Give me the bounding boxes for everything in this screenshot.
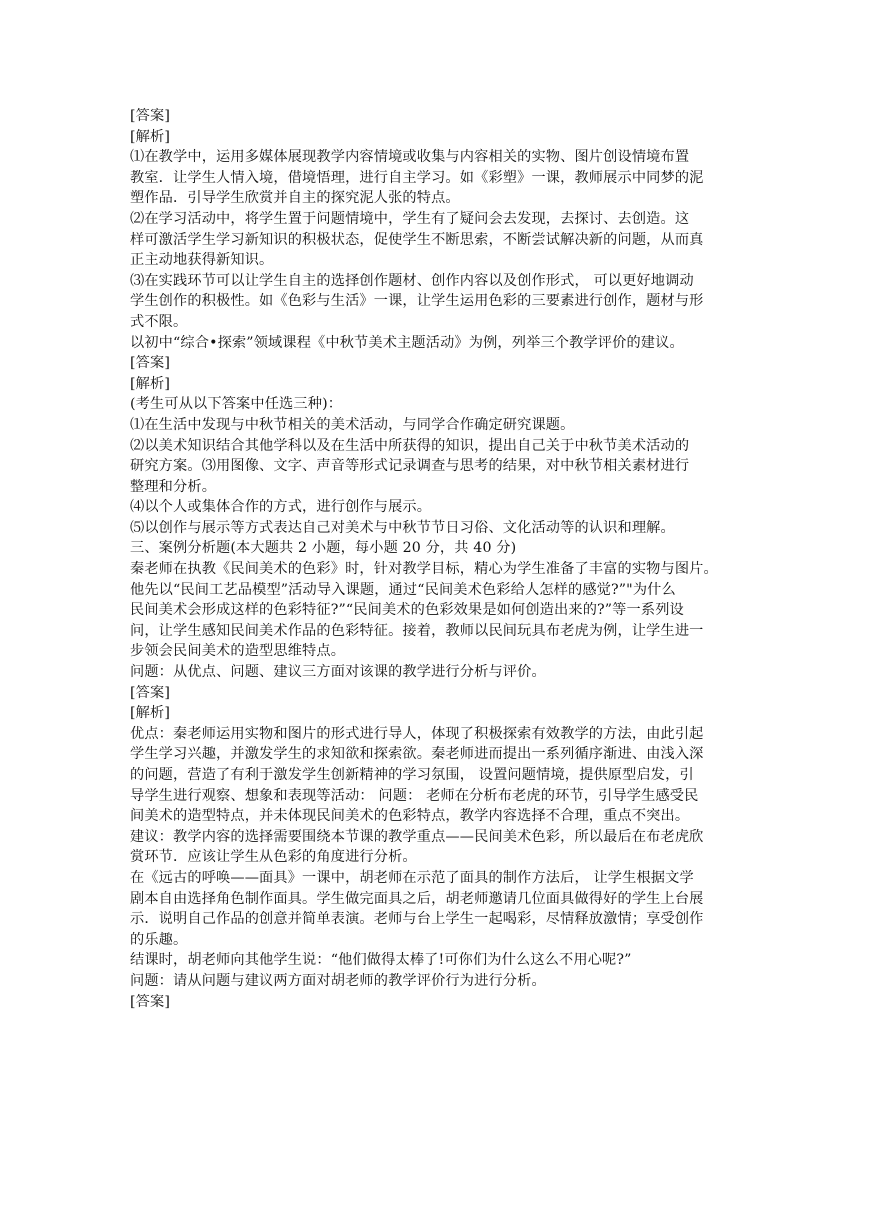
text-line: 建议：教学内容的选择需要围绕本节课的教学重点——民间美术色彩，所以最后在布老虎欣 [130,828,704,845]
text-line: 教室．让学生人情入境，借境悟理，进行自主学习。如《彩塑》一课，教师展示中同梦的泥 [130,169,704,186]
text-line: 赏环节．应该让学生从色彩的角度进行分析。 [130,849,417,866]
answer-heading: [答案] [130,993,171,1010]
text-line: 民间美术会形成这样的色彩特征?”“民间美术的色彩效果是如何创造出来的?”等一系列设 [130,602,684,619]
text-line: 间美术的造型特点，并未体现民间美术的色彩特点，教学内容选择不合理，重点不突出。 [130,808,690,825]
section-heading: 三、案例分析题(本大题共 2 小题，每小题 20 分，共 40 分) [130,540,517,557]
text-line: (考生可从以下答案中任选三种)： [130,396,343,413]
analysis-heading: [解析] [130,375,171,392]
text-line: 秦老师在执教《民间美术的色彩》时，针对教学目标，精心为学生准备了丰富的实物与图片。 [130,561,718,578]
text-line: 研究方案。⑶用图像、文字、声音等形式记录调查与思考的结果，对中秋节相关素材进行 [130,458,690,475]
text-line: 的乐趣。 [130,931,188,948]
text-line: 结课时，胡老师向其他学生说：“他们做得太棒了!可你们为什么这么不用心呢?” [130,952,632,969]
text-line: ⑸以创作与展示等方式表达自己对美术与中秋节节日习俗、文化活动等的认识和理解。 [130,519,675,536]
question-line: 问题：请从问题与建议两方面对胡老师的教学评价行为进行分析。 [130,972,546,989]
text-line: 正主动地获得新知识。 [130,252,274,269]
text-line: 示．说明自己作品的创意并简单表演。老师与台上学生一起喝彩，尽情释放激情；享受创作 [130,911,704,928]
text-line: ⑶在实践环节可以让学生自主的选择创作题材、创作内容以及创作形式， 可以更好地调动 [130,272,694,289]
answer-heading: [答案] [130,684,171,701]
text-line: 的问题，营造了有利于激发学生创新精神的学习氛围， 设置问题情境，提供原型启发，引 [130,767,694,783]
text-line: 式不限。 [130,313,188,330]
analysis-heading: [解析] [130,128,171,145]
document-page [130,106,747,1012]
text-line: 问，让学生感知民间美术作品的色彩特征。接着，教师以民间玩具布老虎为例，让学生进一 [130,622,704,639]
answer-heading: [答案] [130,355,171,372]
question-line: 以初中“综合•探索”领域课程《中秋节美术主题活动》为例，列举三个教学评价的建议。 [130,334,684,351]
text-line: ⑵以美术知识结合其他学科以及在生活中所获得的知识，提出自己关于中秋节美术活动的 [130,437,690,454]
text-line: ⑵在学习活动中，将学生置于问题情境中，学生有了疑问会去发现，去探讨、去创造。这 [130,210,690,227]
text-line: 样可激活学生学习新知识的积极状态，促使学生不断思索，不断尝试解决新的问题，从而真 [130,231,704,248]
text-line: 步领会民间美术的造型思维特点。 [130,643,346,660]
text-line: 剧本自由选择角色制作面具。学生做完面具之后，胡老师邀请几位面具做得好的学生上台展 [130,890,704,907]
text-line: 优点：秦老师运用实物和图片的形式进行导人，体现了积极探索有效教学的方法，由此引起 [130,725,704,742]
text-line: 学生创作的积极性。如《色彩与生活》一课，让学生运用色彩的三要素进行创作，题材与形 [130,293,704,310]
answer-heading: [答案] [130,108,171,124]
text-line: 塑作品．引导学生欣赏并自主的探究泥人张的特点。 [130,190,460,207]
text-line: ⑷以个人或集体合作的方式，进行创作与展示。 [130,499,432,516]
text-line: 导学生进行观察、想象和表现等活动： 问题： 老师在分析布老虎的环节，引导学生感受民 [130,787,699,804]
text-line: 在《远古的呼唤——面具》一课中，胡老师在示范了面具的制作方法后， 让学生根据文学 [130,869,694,886]
question-line: 问题：从优点、问题、建议三方面对该课的教学进行分析与评价。 [130,664,546,681]
text-line: ⑴在教学中，运用多媒体展现教学内容情境或收集与内容相关的实物、图片创设情境布置 [130,149,690,166]
text-line: ⑴在生活中发现与中秋节相关的美术活动，与同学合作确定研究课题。 [130,416,575,433]
text-line: 学生学习兴趣，并激发学生的求知欲和探索欲。秦老师进而提出一系列循序渐进、由浅入深 [130,746,704,763]
analysis-heading: [解析] [130,705,171,722]
text-line: 整理和分析。 [130,478,217,495]
text-line: 他先以“民间工艺品模型”活动导入课题，通过“民间美术色彩给人怎样的感觉?”"为什么 [130,581,676,598]
